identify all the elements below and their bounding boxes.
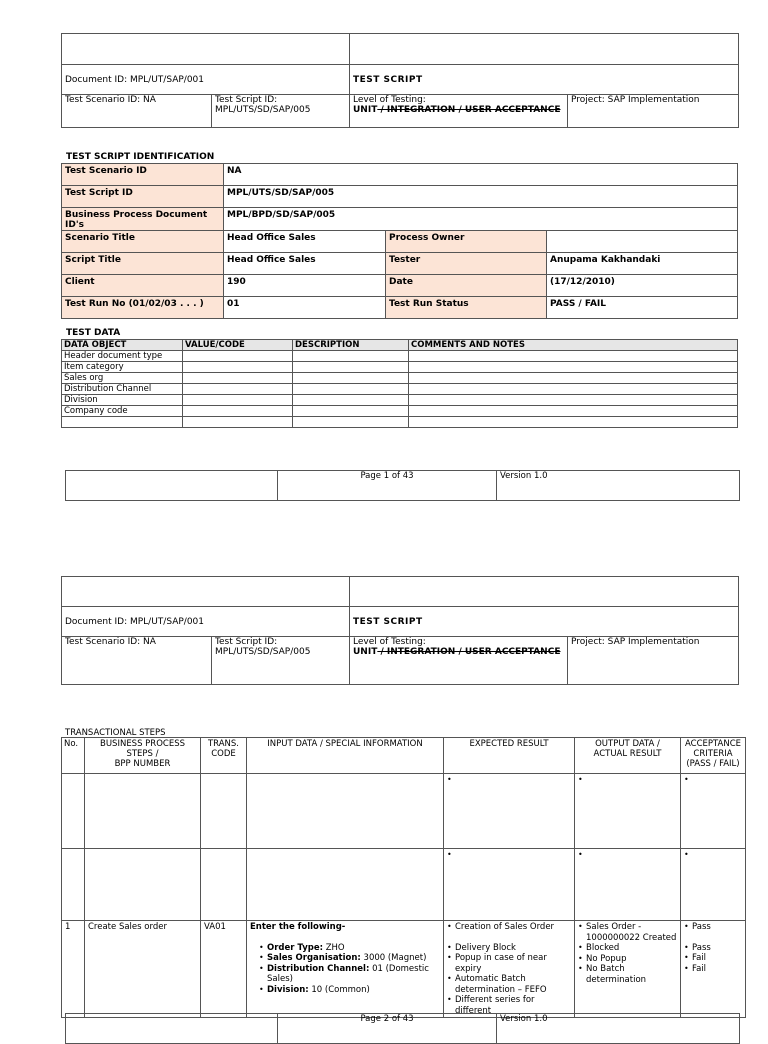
page-title: TEST SCRIPT [350, 65, 739, 95]
test-data-table: DATA OBJECT VALUE/CODE DESCRIPTION COMMENTS AND NOTES Header document type Item category Sales org Distribution Channel Division Company code [61, 339, 738, 428]
level-of-testing: Level of Testing: UNIT / INTEGRATION / USER ACCEPTANCE [350, 95, 568, 128]
steps-section-title: TRANSACTIONAL STEPS [65, 728, 166, 738]
table-row: • • • [62, 774, 746, 849]
document-id: Document ID: MPL/UT/SAP/001 [62, 607, 350, 637]
table-row: 1 Create Sales order VA01 Enter the following- • Order Type: ZHO • Sales Organisation: 3000 (Magnet) • Distribution Channel: 01 (Domestic Sales) • Division: 10 (Common) • Creation of Sales Order • Delivery Block • Popup in case of near expiry • Automatic Batch determination – FEFO • Different series for different • Sales Order - 1000000022 Created • Blocked • No Popup • No Batch determination • Pass • Pass • Fail • Fail [62, 921, 746, 1018]
table-row: Division [62, 395, 738, 406]
version: Version 1.0 [497, 1014, 740, 1044]
document-id: Document ID: MPL/UT/SAP/001 [62, 65, 350, 95]
level-of-testing: Level of Testing: UNIT / INTEGRATION / USER ACCEPTANCE [350, 637, 568, 685]
table-row: Sales org [62, 373, 738, 384]
table-row: Company code [62, 406, 738, 417]
page-title: TEST SCRIPT [350, 607, 739, 637]
table-row: • • • [62, 849, 746, 921]
table-row: Item category [62, 362, 738, 373]
version: Version 1.0 [497, 471, 740, 501]
page-number: Page 2 of 43 [278, 1014, 497, 1044]
page-footer-2 [65, 1013, 740, 1044]
scenario-id: Test Scenario ID: NA [62, 95, 212, 128]
identification-table: Test Scenario ID NA Test Script ID MPL/UTS/SD/SAP/005 Business Process Document ID's MPL/BPD/SD/SAP/005 Scenario Title Head Office Sales Process Owner Script Title Head Office Sales Tester Anupama Kakhandaki Client 190 Date (17/12/2010) Test Run No (01/02/03 . . . ) 01 Test Run Status PASS / FAIL [61, 163, 738, 319]
page-number: Page 1 of 43 [278, 471, 497, 501]
table-row: Header document type [62, 351, 738, 362]
table-row [62, 417, 738, 428]
transactional-steps-table: No. BUSINESS PROCESS STEPS / BPP NUMBER TRANS. CODE INPUT DATA / SPECIAL INFORMATION EXPECTED RESULT OUTPUT DATA / ACTUAL RESULT ACCEPTANCE CRITERIA (PASS / FAIL) • • • • • • 1 Create Sales order VA01 Enter the following- • Order Type: ZHO • Sales Organisation: 3000 (Magnet) • Distribution Channel: 01 (Domestic Sales) • Division: 10 (Common) • Creation of Sales Order • Delivery Block • Popup in case of near expiry • Automatic Batch determination – FEFO • Different series for different • Sales Order - 1000000022 Created • Blocked • No Popup • No Batch determination • Pass • Pass • Fail • Fail [61, 737, 746, 1018]
project-name: Project: SAP Implementation [568, 95, 739, 128]
script-id: Test Script ID: MPL/UTS/SD/SAP/005 [212, 95, 350, 128]
project-name: Project: SAP Implementation [568, 637, 739, 685]
identification-section-title: TEST SCRIPT IDENTIFICATION [66, 152, 215, 162]
test-data-section-title: TEST DATA [66, 328, 121, 338]
scenario-id: Test Scenario ID: NA [62, 637, 212, 685]
page-footer-1 [65, 470, 740, 501]
document-header-1 [61, 33, 739, 128]
table-row: Distribution Channel [62, 384, 738, 395]
document-header-2 [61, 576, 739, 685]
script-id: Test Script ID: MPL/UTS/SD/SAP/005 [212, 637, 350, 685]
